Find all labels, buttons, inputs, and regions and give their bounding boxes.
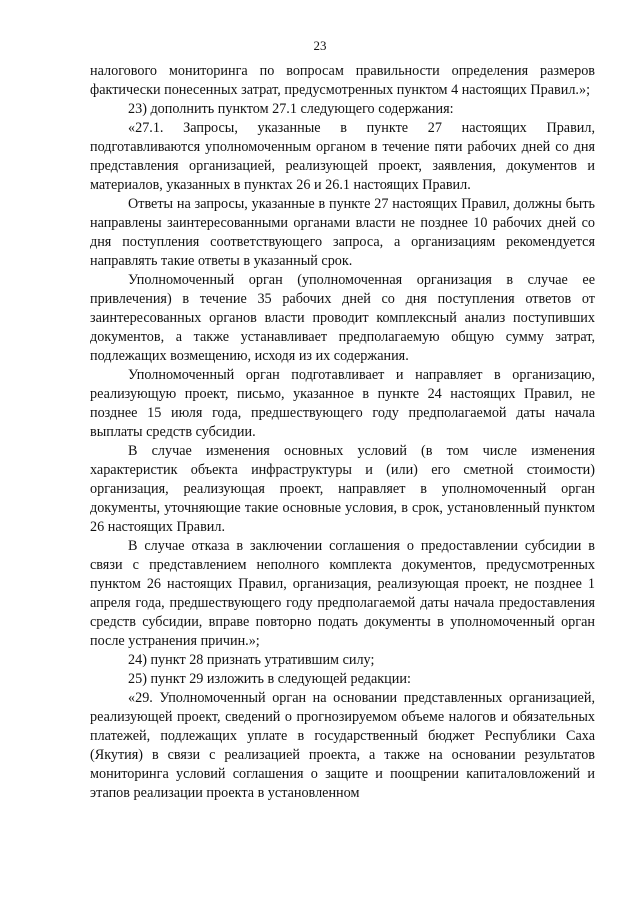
paragraph-conditions-change: В случае изменения основных условий (в том числе изменения характеристик объекта инфраструктуры и (или) его сметной стоимости) организация, реализующая проект, направляет в уполномоченный орган документы, уточняющие такие основные условия, в срок, установленный пунктом 26 настоящих Правил. [90,443,595,535]
paragraph-responses: Ответы на запросы, указанные в пункте 27 настоящих Правил, должны быть направлены заинтересованными органами власти не позднее 10 рабочих дней со дня поступления соответствующего запроса, а организациям рекомендуется направлять такие ответы в указанный срок. [90,196,595,269]
paragraph-item-23: 23) дополнить пунктом 27.1 следующего содержания: [128,101,454,117]
paragraph-letter: Уполномоченный орган подготавливает и направляет в организацию, реализующую проект, письмо, указанное в пункте 24 настоящих Правил, не позднее 15 июля года, предшествующего году предполагаемой даты начала выплаты средств субсидии. [90,367,595,440]
document-body [90,62,595,803]
paragraph-refusal: В случае отказа в заключении соглашения о предоставлении субсидии в связи с представлением неполного комплекта документов, предусмотренных пунктом 26 настоящих Правил, организация, реализующая проект, не позднее 1 апреля года, предшествующего году предполагаемой даты начала предоставления средств субсидии, вправе повторно подать документы в уполномоченный орган после устранения причин.»; [90,538,595,649]
paragraph-29: «29. Уполномоченный орган на основании представленных организацией, реализующей проект, сведений о прогнозируемом объеме налогов и обязательных платежей, подлежащих уплате в государственный бюджет Республики Саха (Якутия) в связи с реализацией проекта, а также на основании результатов мониторинга условий соглашения о защите и поощрении капиталовложений и этапов реализации проекта в установленном [90,690,595,801]
paragraph-27-1: «27.1. Запросы, указанные в пункте 27 настоящих Правил, подготавливаются уполномоченным органом в течение пяти рабочих дней со дня представления организацией, реализующей проект, заявления, документов и материалов, указанных в пунктах 26 и 26.1 настоящих Правил. [90,120,595,193]
paragraph-continuation: налогового мониторинга по вопросам правильности определения размеров фактически понесенных затрат, предусмотренных пунктом 4 настоящих Правил.»; [90,63,595,98]
page-number: 23 [313,38,327,53]
paragraph-item-25: 25) пункт 29 изложить в следующей редакции: [128,671,411,687]
paragraph-analysis: Уполномоченный орган (уполномоченная организация в случае ее привлечения) в течение 35 рабочих дней со дня поступления ответов от заинтересованных органов власти проводит комплексный анализ поступивших документов, а также устанавливает предполагаемую общую сумму затрат, подлежащих возмещению, исходя из их содержания. [90,272,595,364]
paragraph-item-24: 24) пункт 28 признать утратившим силу; [128,652,375,668]
